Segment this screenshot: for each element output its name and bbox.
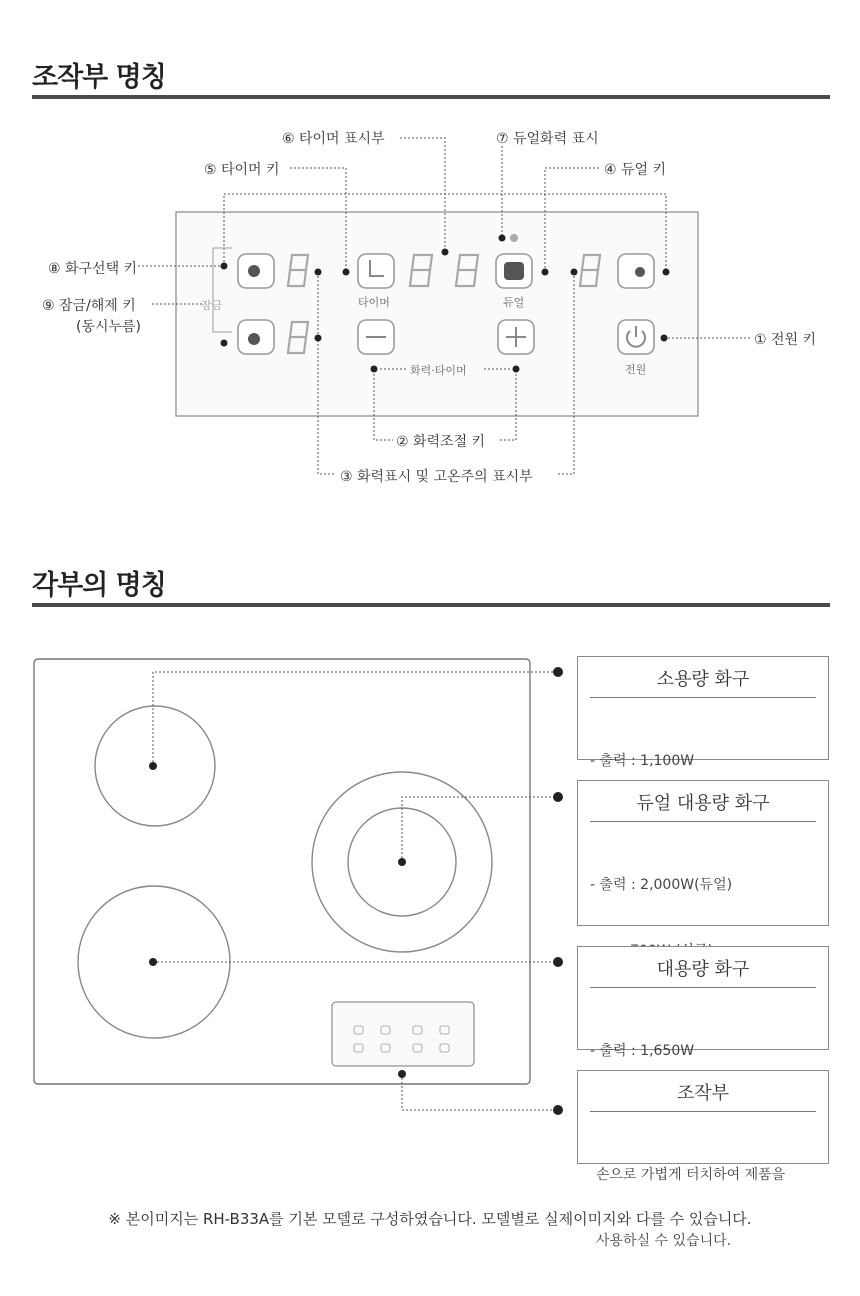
dual-key[interactable] <box>496 254 532 288</box>
info-line: 손으로 가볍게 터치하여 제품을 <box>596 1167 786 1183</box>
label-burner-select-key: ⑧ 화구선택 키 <box>48 261 138 277</box>
info-box-large-burner <box>577 946 829 1059</box>
label-timer-display: ⑥ 타이머 표시부 <box>282 131 385 147</box>
footnote: ※ 본이미지는 RH-B33A를 기본 모델로 구성하였습니다. 모델별로 실제이미지와 다를 수 있습니다. <box>108 1210 752 1228</box>
mini-control-panel <box>332 1002 474 1066</box>
info-title: 대용량 화구 <box>590 955 816 988</box>
info-line: 사용하실 수 있습니다. <box>596 1233 732 1249</box>
label-power-display: ③ 화력표시 및 고온주의 표시부 <box>340 469 533 485</box>
power-caption: 전원 <box>625 363 647 376</box>
section-divider <box>32 95 830 99</box>
power-key[interactable] <box>618 320 654 354</box>
info-box-dual-burner <box>577 780 829 926</box>
cooktop-diagram <box>0 640 575 1130</box>
label-power-adjust-key: ② 화력조절 키 <box>396 434 486 450</box>
lock-caption: 잠금 <box>201 299 223 312</box>
info-title: 소용량 화구 <box>590 665 816 698</box>
info-line: - 출력 : 2,000W(듀얼) <box>590 877 733 893</box>
section-title-parts: 각부의 명칭 <box>32 570 166 601</box>
info-box-control-panel <box>577 1070 829 1249</box>
info-title: 조작부 <box>590 1079 816 1112</box>
burner-select-key-right[interactable] <box>618 254 654 288</box>
control-panel <box>176 212 698 416</box>
label-dual-power-display: ⑦ 듀얼화력 표시 <box>496 131 599 147</box>
label-dual-key: ④ 듀얼 키 <box>604 162 667 178</box>
label-power-key: ① 전원 키 <box>754 332 817 348</box>
label-lock-key: ⑨ 잠금/해제 키 <box>42 298 136 314</box>
power-minus-key[interactable] <box>358 320 394 354</box>
label-timer-key: ⑤ 타이머 키 <box>204 162 280 178</box>
info-line: - 출력 : 1,650W <box>590 1043 695 1059</box>
dual-caption: 듀얼 <box>503 296 525 309</box>
burner-select-key-top[interactable] <box>238 254 274 288</box>
timer-key[interactable] <box>358 254 394 288</box>
label-lock-key-sub: (동시누름) <box>76 319 142 335</box>
burner-select-key-bottom[interactable] <box>238 320 274 354</box>
adjust-caption: 화력·타이머 <box>410 364 467 377</box>
power-plus-key[interactable] <box>498 320 534 354</box>
info-title: 듀얼 대용량 화구 <box>590 789 816 822</box>
info-line: - 출력 : 1,100W <box>590 753 695 769</box>
section-title-controls: 조작부 명칭 <box>32 62 166 93</box>
section-divider <box>32 603 830 607</box>
timer-caption: 타이머 <box>358 296 390 309</box>
info-box-small-burner <box>577 656 829 769</box>
